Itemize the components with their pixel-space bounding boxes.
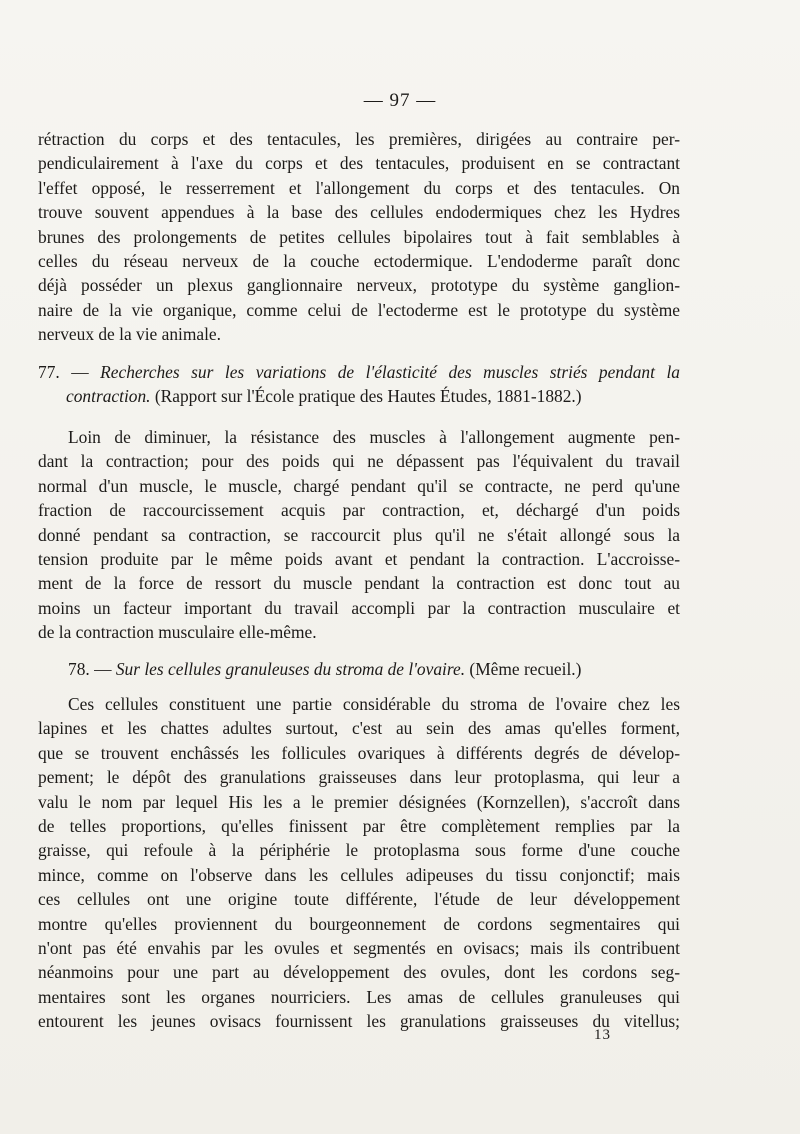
paragraph-continuation: [38, 127, 680, 347]
section-78-heading: [38, 657, 680, 681]
section-title: contraction.: [66, 386, 151, 407]
text-line: que se trouvent enchâssés les follicules ovariques à différents degrés de dévelop-: [38, 742, 680, 763]
text-line: trouve souvent appendues à la base des cellules endodermiques chez les Hydres: [38, 202, 680, 223]
text-line: néanmoins pour une part au développement des ovules, dont les cordons seg-: [38, 962, 680, 983]
text-line: de telles proportions, qu'elles finissent par être complètement remplies par la: [38, 815, 680, 836]
heading-line: [38, 384, 680, 408]
text-line: fraction de raccourcissement acquis par contraction, et, déchargé d'un poids: [38, 500, 680, 521]
text-line: ces cellules ont une origine toute différente, l'étude de leur développement: [38, 889, 680, 910]
section-title: Sur les cellules granuleuses du stroma de l'ovaire.: [115, 659, 466, 679]
text-line: de la contraction musculaire elle-même.: [38, 622, 317, 643]
text-line: moins un facteur important du travail accompli par la contraction musculaire et: [38, 597, 680, 618]
text-line: pement; le dépôt des granulations graisseuses dans leur protoplasma, qui leur a: [38, 767, 680, 788]
section-source: (Même recueil.): [465, 659, 582, 679]
text-line: brunes des prolongements de petites cellules bipolaires tout à fait semblables à: [38, 226, 680, 247]
paragraph-78: [38, 692, 680, 1033]
text-line: normal d'un muscle, le muscle, chargé pendant qu'il se contracte, ne perd qu'une: [38, 475, 680, 496]
text-line: mince, comme on l'observe dans les cellules adipeuses du tissu conjonctif; mais: [38, 864, 680, 885]
text-line: rétraction du corps et des tentacules, les premières, dirigées au contraire per-: [38, 129, 680, 149]
page-number: — 97 —: [363, 90, 437, 111]
text-line: celles du réseau nerveux de la couche ectodermique. L'endoderme paraît donc: [38, 250, 680, 271]
text-line: mentaires sont les organes nourriciers. Les amas de cellules granuleuses qui: [38, 986, 680, 1007]
text-line: naire de la vie organique, comme celui de l'ectoderme est le prototype du système: [38, 299, 680, 320]
paragraph-77: [38, 425, 680, 645]
text-line: entourent les jeunes ovisacs fournissent les granulations graisseuses du vitellus;: [38, 1011, 680, 1032]
heading-line: [38, 657, 680, 681]
text-line: tension produite par le même poids avant et pendant la contraction. L'accroisse-: [38, 548, 680, 569]
heading-line: [38, 360, 680, 384]
text-line: Ces cellules constituent une partie considérable du stroma de l'ovaire chez les: [68, 694, 680, 714]
section-77-heading: [38, 360, 680, 409]
text-line: déjà posséder un plexus ganglionnaire nerveux, prototype du système ganglion-: [38, 275, 680, 296]
text-line: n'ont pas été envahis par les ovules et segmentés en ovisacs; mais ils contribuent: [38, 937, 680, 958]
section-source: (Rapport sur l'École pratique des Hautes Études, 1881-1882.): [150, 386, 582, 407]
text-line: montre qu'elles proviennent du bourgeonnement de cordons segmentaires qui: [38, 913, 680, 934]
text-line: nerveux de la vie animale.: [38, 324, 222, 345]
text-line: Loin de diminuer, la résistance des muscles à l'allongement augmente pen-: [68, 427, 680, 447]
text-line: lapines et les chattes adultes surtout, c'est au sein des amas qu'elles forment,: [38, 718, 680, 739]
section-number: 77. —: [38, 362, 101, 382]
section-number: 78. —: [68, 659, 116, 679]
text-line: l'effet opposé, le resserrement et l'allongement du corps et des tentacules. On: [38, 177, 680, 198]
section-title: Recherches sur les variations de l'élasticité des muscles striés pendant la: [100, 362, 680, 382]
text-line: ment de la force de ressort du muscle pendant la contraction est donc tout au: [38, 573, 680, 594]
text-line: pendiculairement à l'axe du corps et des tentacules, produisent en se contractant: [38, 153, 680, 174]
text-line: graisse, qui refoule à la périphérie le protoplasma sous forme d'une couche: [38, 840, 680, 861]
text-line: dant la contraction; pour des poids qui ne dépassent pas l'équivalent du travail: [38, 451, 680, 472]
text-line: donné pendant sa contraction, se raccourcit plus qu'il ne s'était allongé sous la: [38, 524, 680, 545]
text-line: valu le nom par lequel His les a le premier désignées (Kornzellen), s'accroît dans: [38, 791, 680, 812]
signature-mark: 13: [594, 1027, 611, 1043]
